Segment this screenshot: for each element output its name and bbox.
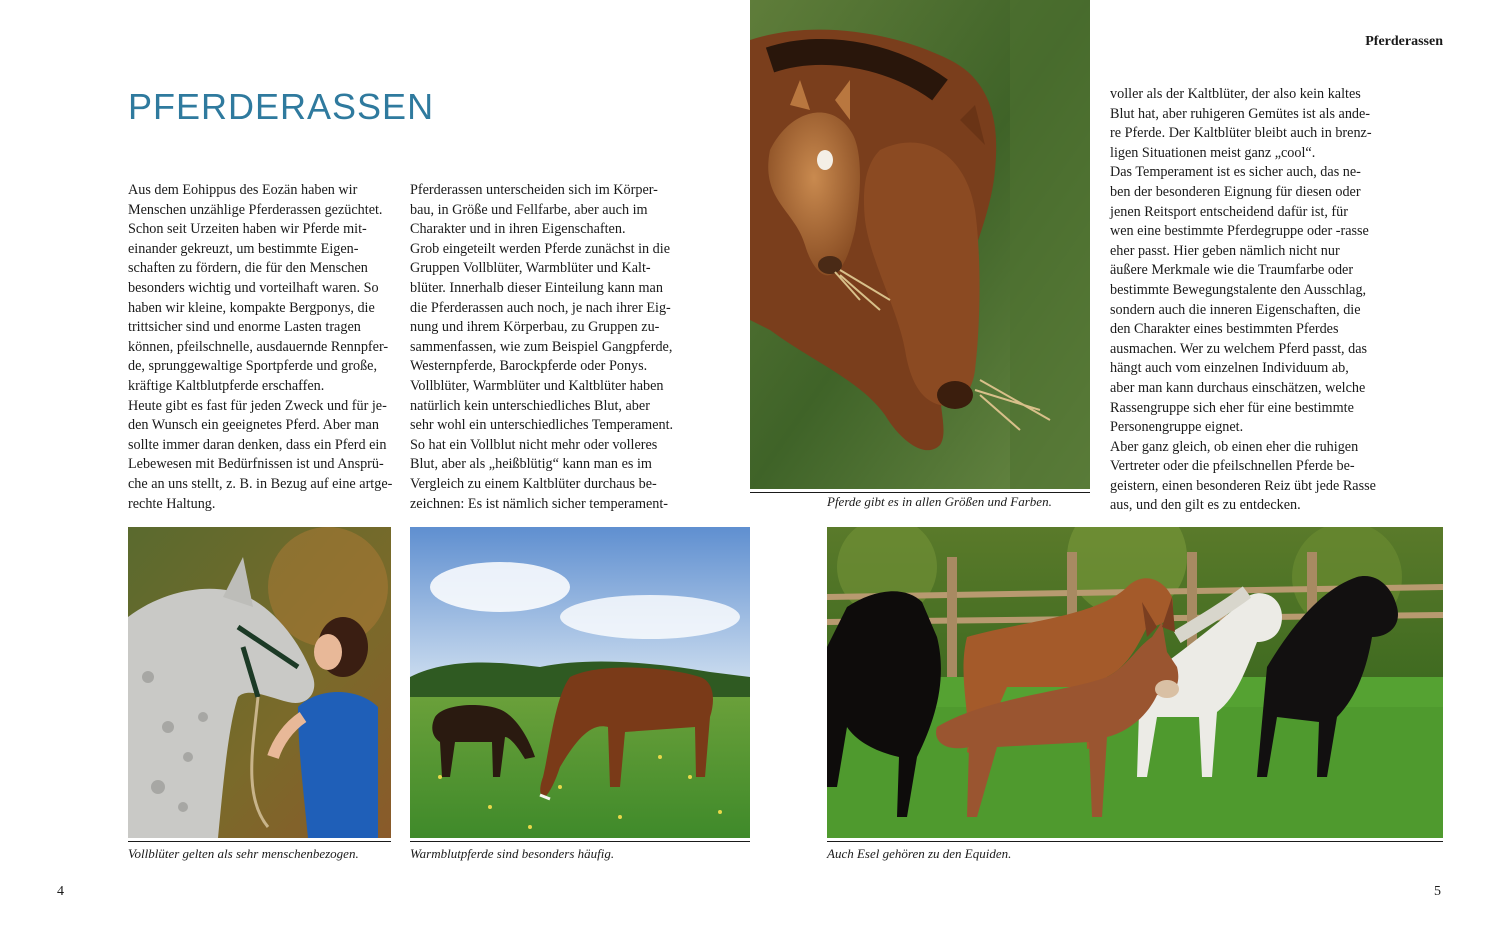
text-line: nung und ihrem Körperbau, zu Gruppen zu- [410, 319, 660, 336]
text-line: Grob eingeteilt werden Pferde zunächst in die [410, 240, 671, 257]
text-line: wen eine bestimmte Pferdegruppe oder -rasse [1110, 223, 1369, 240]
text-column-2 [410, 181, 674, 514]
text-line: Personengruppe eignet. [1110, 419, 1244, 436]
text-line: aus, und den gilt es zu entdecken. [1110, 497, 1301, 514]
text-line: aber man kann durchaus einschätzen, welche [1110, 379, 1366, 396]
text-line: Rassengruppe sich eher für eine bestimmte [1110, 399, 1354, 416]
page-title: PFERDERASSEN [128, 86, 435, 127]
text-line: Lebewesen mit Bedürfnissen ist und Ansprü- [128, 456, 384, 473]
text-line: schaften zu fördern, die für den Menschen [128, 260, 368, 277]
caption-rule [827, 841, 1443, 842]
text-line: bau, in Größe und Fellfarbe, aber auch im [410, 201, 648, 218]
text-line: sondern auch die inneren Eigenschaften, die [1110, 301, 1361, 318]
text-line: bestimmte Bewegungstalente den Ausschlag, [1110, 281, 1367, 298]
text-line: geistern, einen besonderen Reiz übt jede Rasse [1110, 477, 1376, 494]
text-line: rechte Haltung. [128, 495, 216, 512]
text-line: So hat ein Vollblut nicht mehr oder volleres [410, 436, 658, 453]
text-line: de, sprunggewaltige Sportpferde und große, [128, 358, 378, 375]
body-text [128, 181, 392, 514]
text-line: Charakter und in ihren Eigenschaften. [410, 221, 626, 238]
text-column-1 [128, 181, 392, 514]
text-line: hängt auch vom einzelnen Individuum ab, [1110, 360, 1349, 377]
text-line: haben wir kleine, kompakte Bergponys, die [128, 299, 375, 316]
text-line: Menschen unzählige Pferderassen gezüchtet. [128, 201, 383, 218]
text-line: Westernpferde, Barockpferde oder Ponys. [410, 358, 648, 375]
caption-grey-horse: Vollblüter gelten als sehr menschenbezogen. [128, 846, 359, 861]
body-text [1110, 85, 1374, 516]
text-line: Das Temperament ist es sicher auch, das ne- [1110, 164, 1361, 181]
text-line: che an uns stellt, z. B. in Bezug auf eine artge- [128, 475, 393, 492]
text-line: natürlich kein unterschiedliches Blut, aber [410, 397, 650, 414]
caption-rule [750, 492, 1090, 493]
text-line: sammenfassen, wie zum Beispiel Gangpferde, [410, 338, 673, 355]
page-number-right: 5 [1434, 884, 1441, 899]
text-line: Gruppen Vollblüter, Warmblüter und Kalt- [410, 260, 651, 277]
text-line: Blut, aber als „heißblütig“ kann man es im [410, 456, 652, 473]
caption-rule [410, 841, 750, 842]
text-line: Vergleich zu einem Kaltblüter durchaus be- [410, 475, 657, 492]
text-line: einander gekreuzt, um bestimmte Eigen- [128, 240, 359, 257]
caption-top-photo: Pferde gibt es in allen Größen und Farben. [827, 494, 1052, 509]
text-line: können, pfeilschnelle, ausdauernde Rennpfer- [128, 338, 389, 355]
text-line: jenen Reitsport entscheidend dafür ist, für [1110, 203, 1348, 220]
text-line: ligen Situationen meist ganz „cool“. [1110, 144, 1316, 161]
text-line: sollte immer daran denken, dass ein Pferd ein [128, 436, 387, 453]
text-line: zeichnen: Es ist nämlich sicher temperament- [410, 495, 669, 512]
text-line: Heute gibt es fast für jeden Zweck und für je- [128, 397, 387, 414]
text-line: ausmachen. Wer zu welchem Pferd passt, das [1110, 340, 1368, 357]
herd-photo [827, 527, 1443, 838]
text-line: ben der besonderen Eignung für diesen oder [1110, 183, 1361, 200]
running-head: Pferderassen [1365, 34, 1443, 49]
text-line: re Pferde. Der Kaltblüter bleibt auch in brenz- [1110, 125, 1372, 142]
text-line: blüter. Innerhalb dieser Einteilung kann man [410, 279, 663, 296]
caption-meadow: Warmblutpferde sind besonders häufig. [410, 846, 615, 861]
text-line: trittsicher sind und enorme Lasten tragen [128, 319, 361, 336]
text-line: Pferderassen unterscheiden sich im Körper- [410, 182, 658, 198]
text-column-3 [1110, 85, 1374, 516]
text-line: voller als der Kaltblüter, der also kein kaltes [1110, 86, 1361, 102]
text-line: Vollblüter, Warmblüter und Kaltblüter haben [410, 377, 664, 394]
grey-horse-photo [128, 527, 391, 838]
text-line: eher passt. Hier geben nämlich nicht nur [1110, 242, 1340, 259]
text-line: Blut hat, aber ruhigeren Gemütes ist als ande- [1110, 105, 1371, 122]
text-line: kräftige Kaltblutpferde erschaffen. [128, 377, 325, 394]
text-line: den Wunsch ein geeignetes Pferd. Aber man [128, 417, 379, 434]
mare-and-foal-photo [750, 0, 1090, 489]
text-line: die Pferderassen auch noch, je nach ihrer Eig- [410, 299, 671, 316]
meadow-photo [410, 527, 750, 838]
text-line: besonders wichtig und vorteilhaft waren. So [128, 279, 379, 296]
text-line: sehr wohl ein unterschiedliches Temperament. [410, 417, 674, 434]
page-number-left: 4 [57, 884, 64, 899]
text-line: Schon seit Urzeiten haben wir Pferde mit- [128, 221, 367, 238]
text-line: den Charakter eines bestimmten Pferdes [1110, 321, 1339, 338]
caption-rule [128, 841, 391, 842]
text-line: Aus dem Eohippus des Eozän haben wir [128, 182, 358, 198]
text-line: äußere Merkmale wie die Traumfarbe oder [1110, 262, 1354, 279]
text-line: Aber ganz gleich, ob einen eher die ruhigen [1110, 438, 1359, 455]
text-line: Vertreter oder die pfeilschnellen Pferde be- [1110, 458, 1355, 475]
body-text [410, 181, 674, 514]
caption-herd: Auch Esel gehören zu den Equiden. [827, 846, 1012, 861]
